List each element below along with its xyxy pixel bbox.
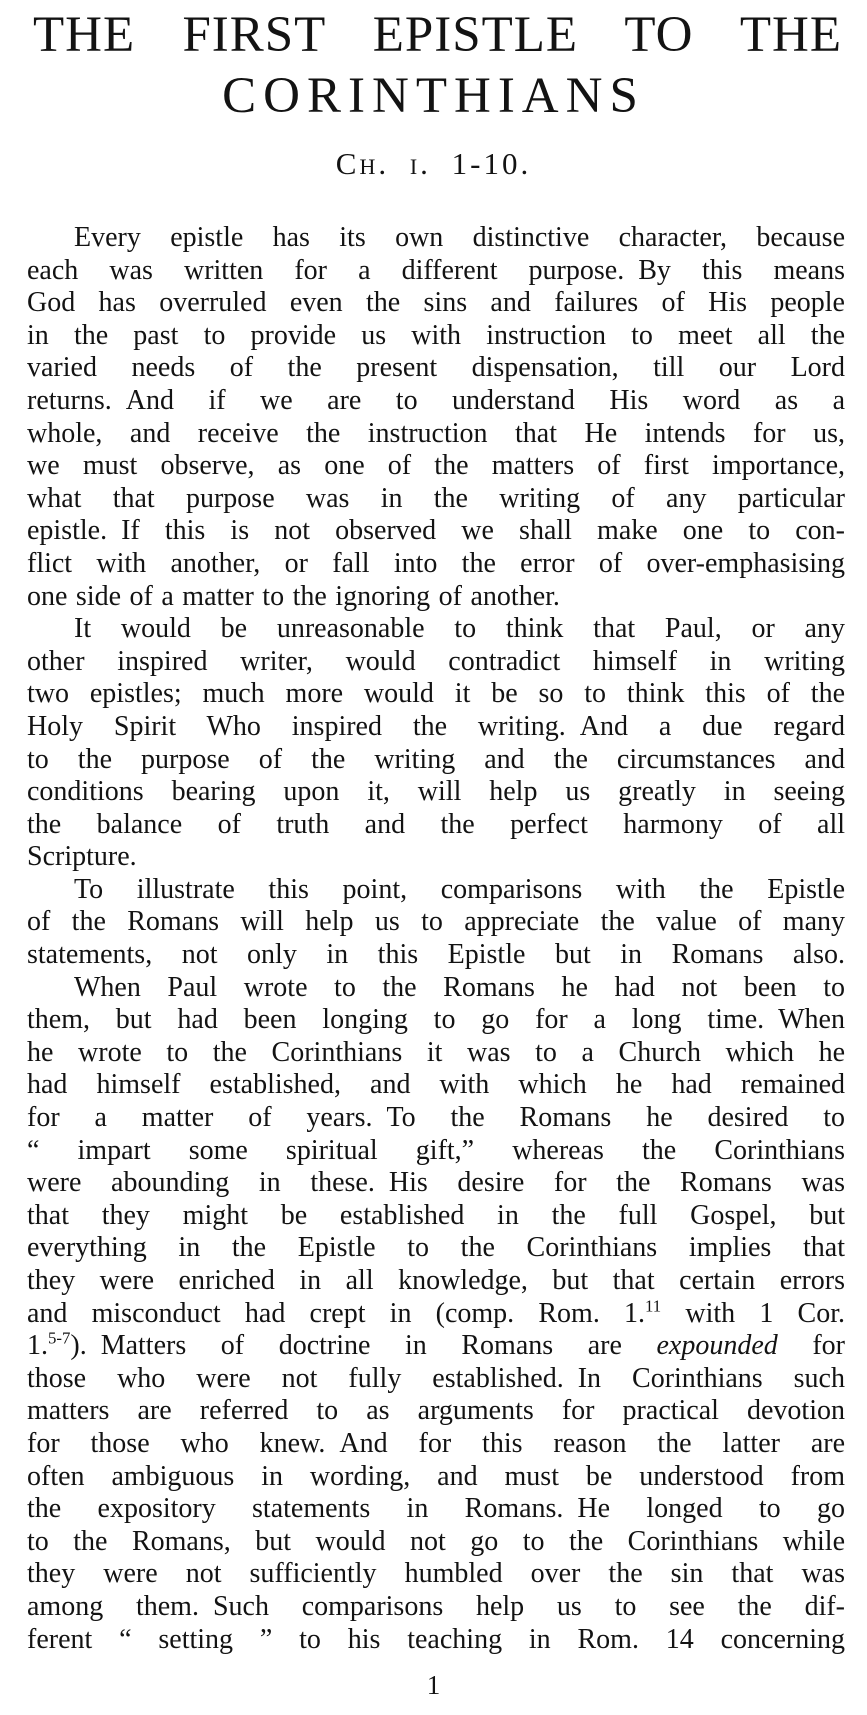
text-segment: one side of a matter to the ignoring of another. [27,580,560,612]
text-line [27,1069,845,1102]
text-line [27,418,845,451]
text-line [27,744,845,777]
text-segment: they were enriched in all knowledge, but that certain errors [27,1265,845,1296]
text-segment: To illustrate this point, comparisons with the Epistle [74,873,845,905]
page-number: 1 [426,1670,441,1700]
text-line [27,1004,845,1037]
text-segment: other inspired writer, would contradict himself in writing [27,645,845,677]
text-segment: among them. Such comparisons help us to see the dif- [27,1590,845,1622]
text-segment: returns. And if we are to understand His word as a [27,384,845,416]
text-line [27,320,845,353]
text-line [27,515,845,548]
text-segment: varied needs of the present dispensation, till our Lord [27,352,845,384]
text-segment: whole, and receive the instruction that He intends for us, [27,417,845,449]
page-title: THE FIRST EPISTLE TO THE [33,7,842,63]
text-segment: he wrote to the Corinthians it was to a Church which he [27,1036,845,1068]
text-line [27,906,845,939]
text-segment: to the purpose of the writing and the circumstances and [27,743,845,775]
text-segment: to the Romans, but would not go to the Corinthians while [27,1525,845,1557]
text-segment: the balance of truth and the perfect harmony of all [27,808,845,840]
text-segment: in the past to provide us with instruction to meet all the [27,319,845,351]
text-line [27,776,845,809]
text-line [27,222,845,255]
text-line [27,385,845,418]
text-line [27,255,845,288]
paragraph [27,613,845,874]
text-line [27,1200,845,1233]
text-line [27,809,845,842]
text-line [27,874,845,907]
text-segment: flict with another, or fall into the error of over-emphasising [27,547,845,579]
text-segment: were abounding in these. His desire for the Romans was [27,1167,845,1199]
text-line [27,581,845,614]
verse-superscript: 11 [645,1296,662,1316]
text-segment: and misconduct had crept in (comp. Rom. 1. [27,1297,646,1329]
text-segment: those who were not fully established. In Corinthians such [27,1362,845,1394]
text-line [27,1624,845,1657]
text-line [27,1526,845,1559]
page-title-line2: CORINTHIANS [222,68,645,125]
text-line [27,1037,845,1070]
text-segment: them, but had been longing to go for a long time. When [27,1004,845,1036]
emphasized-text: expounded [656,1330,778,1362]
text-line [27,711,845,744]
text-line [27,1461,845,1494]
text-segment: for a matter of years. To the Romans he desired to [27,1102,845,1134]
text-line [27,1167,845,1200]
text-line [27,1102,845,1135]
text-segment: the expository statements in Romans. He longed to go [27,1493,845,1525]
text-line [27,1591,845,1624]
text-line [27,1558,845,1591]
text-line [27,1428,845,1461]
text-line [27,939,845,972]
text-line [27,646,845,679]
text-segment: what that purpose was in the writing of any particular [27,482,845,514]
text-line [27,678,845,711]
text-line [27,1265,845,1298]
page-header [0,0,867,182]
text-segment: epistle. If this is not observed we shall make one to con- [27,515,845,547]
text-line [27,483,845,516]
paragraph [27,874,845,972]
text-segment: for those who knew. And for this reason the latter are [27,1427,845,1459]
text-segment: matters are referred to as arguments for practical devotion [27,1395,845,1427]
text-line [27,972,845,1005]
text-segment: ferent “ setting ” to his teaching in Rom. 14 concerning [27,1623,845,1655]
text-segment: ). Matters of doctrine in Romans are [70,1330,657,1362]
text-segment: with 1 Cor. [661,1297,845,1329]
text-segment: It would be unreasonable to think that Paul, or any [74,613,845,645]
text-segment: Every epistle has its own distinctive character, because [74,222,845,253]
text-segment: Scripture. [27,841,137,873]
text-segment: of the Romans will help us to appreciate the value of many [27,906,845,938]
paragraph [27,972,845,1656]
text-segment: God has overruled even the sins and failures of His people [27,287,845,319]
text-line [27,1363,845,1396]
text-segment: 1. [27,1330,48,1362]
text-segment: “ impart some spiritual gift,” whereas the Corinthians [27,1134,845,1166]
text-segment: conditions bearing upon it, will help us greatly in seeing [27,776,845,808]
text-segment: that they might be established in the full Gospel, but [27,1199,845,1231]
text-segment: each was written for a different purpose. By this means [27,254,845,286]
text-line [27,1298,845,1331]
text-line [27,1135,845,1168]
text-segment: we must observe, as one of the matters of first importance, [27,450,845,482]
text-segment: they were not sufficiently humbled over the sin that was [27,1558,845,1590]
text-line [27,548,845,581]
text-segment: everything in the Epistle to the Corinthians implies that [27,1232,845,1264]
text-segment: Holy Spirit Who inspired the writing. And a due regard [27,710,845,742]
text-segment: for [777,1330,846,1362]
text-line [27,1330,845,1363]
text-line [27,352,845,385]
paragraph [27,222,845,613]
text-line [27,841,845,874]
body-text [27,222,845,1656]
chapter-reference: Ch. i. 1-10. [335,146,532,182]
text-line [27,1493,845,1526]
verse-superscript: 5-7 [48,1328,71,1348]
text-line [27,1232,845,1265]
text-segment: often ambiguous in wording, and must be understood from [27,1460,845,1492]
text-segment: two epistles; much more would it be so to think this of the [27,678,845,710]
text-line [27,1395,845,1428]
text-segment: statements, not only in this Epistle but in Romans also. [27,939,845,971]
text-line [27,450,845,483]
text-segment: had himself established, and with which he had remained [27,1069,845,1101]
text-segment: When Paul wrote to the Romans he had not been to [74,971,845,1003]
text-line [27,613,845,646]
text-line [27,287,845,320]
